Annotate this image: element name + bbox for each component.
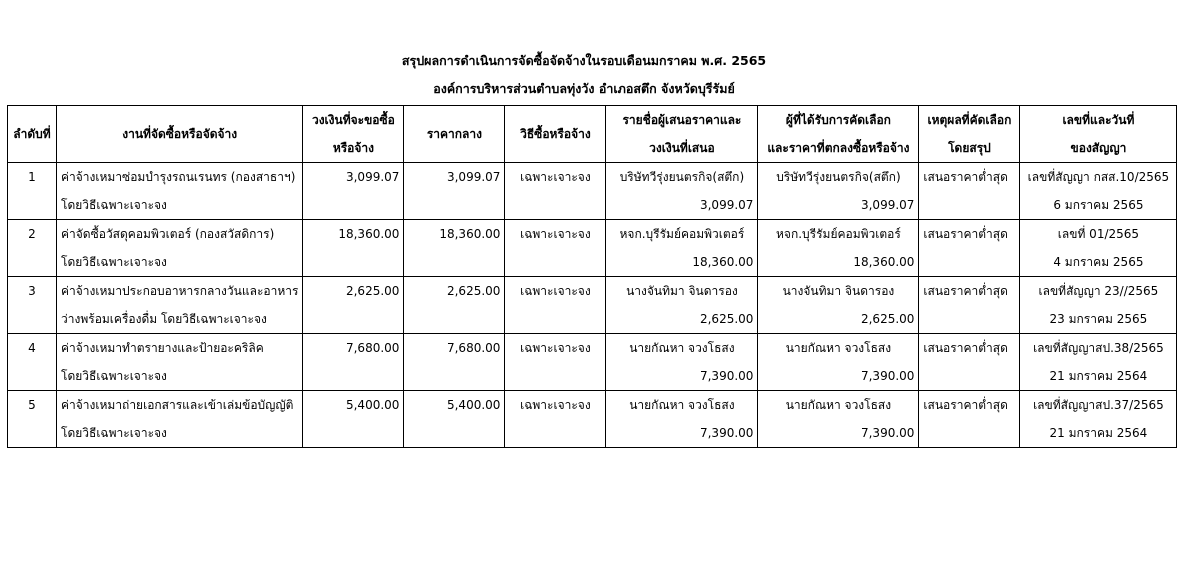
cell-method: เฉพาะเจาะจง (505, 163, 606, 220)
cell-contract: เลขที่ 01/2565 4 มกราคม 2565 (1020, 220, 1177, 277)
cell-median-price: 2,625.00 (404, 277, 505, 334)
header-method: วิธีซื้อหรือจ้าง (505, 106, 606, 163)
cell-median-price: 3,099.07 (404, 163, 505, 220)
cell-method: เฉพาะเจาะจง (505, 220, 606, 277)
cell-reason: เสนอราคาต่ำสุด (919, 163, 1020, 220)
cell-no: 4 (8, 334, 57, 391)
table-row (8, 391, 1177, 448)
cell-work: ค่าจ้างเหมาถ่ายเอกสารและเข้าเล่มข้อบัญญัติ โดยวิธีเฉพาะเจาะจง (57, 391, 303, 448)
document-title: สรุปผลการดำเนินการจัดซื้อจัดจ้างในรอบเดือนมกราคม พ.ศ. 2565 (401, 53, 767, 68)
cell-reason: เสนอราคาต่ำสุด (919, 334, 1020, 391)
header-row (8, 106, 1177, 163)
cell-median-price: 5,400.00 (404, 391, 505, 448)
cell-winner: หจก.บุรีรัมย์คอมพิวเตอร์ 18,360.00 (758, 220, 919, 277)
cell-contract: เลขที่สัญญาสป.38/2565 21 มกราคม 2564 (1020, 334, 1177, 391)
cell-budget: 18,360.00 (303, 220, 404, 277)
cell-bidders: หจก.บุรีรัมย์คอมพิวเตอร์ 18,360.00 (606, 220, 758, 277)
cell-bidders: บริษัทวีรุ่งยนตรกิจ(สตึก) 3,099.07 (606, 163, 758, 220)
cell-work: ค่าจ้างเหมาทำตรายางและป้ายอะคริลิค โดยวิธีเฉพาะเจาะจง (57, 334, 303, 391)
cell-budget: 5,400.00 (303, 391, 404, 448)
cell-median-price: 7,680.00 (404, 334, 505, 391)
cell-no: 3 (8, 277, 57, 334)
cell-contract: เลขที่สัญญาสป.37/2565 21 มกราคม 2564 (1020, 391, 1177, 448)
cell-bidders: นายกัณหา จวงโธสง 7,390.00 (606, 391, 758, 448)
cell-no: 5 (8, 391, 57, 448)
cell-work: ค่าจัดซื้อวัสดุคอมพิวเตอร์ (กองสวัสดิการ) โดยวิธีเฉพาะเจาะจง (57, 220, 303, 277)
cell-winner: บริษัทวีรุ่งยนตรกิจ(สตึก) 3,099.07 (758, 163, 919, 220)
header-median-price: ราคากลาง (404, 106, 505, 163)
header-winner: ผู้ที่ได้รับการคัดเลือก และราคาที่ตกลงซื้อหรือจ้าง (758, 106, 919, 163)
table-row (8, 163, 1177, 220)
cell-budget: 7,680.00 (303, 334, 404, 391)
cell-budget: 3,099.07 (303, 163, 404, 220)
cell-bidders: นางจันทิมา จินดารอง 2,625.00 (606, 277, 758, 334)
cell-reason: เสนอราคาต่ำสุด (919, 277, 1020, 334)
procurement-table (7, 105, 1177, 448)
cell-work: ค่าจ้างเหมาซ่อมบำรุงรถนเรนทร (กองสาธาฯ) โดยวิธีเฉพาะเจาะจง (57, 163, 303, 220)
cell-contract: เลขที่สัญญา 23//2565 23 มกราคม 2565 (1020, 277, 1177, 334)
cell-reason: เสนอราคาต่ำสุด (919, 391, 1020, 448)
header-work: งานที่จัดซื้อหรือจัดจ้าง (57, 106, 303, 163)
header-bidders: รายชื่อผู้เสนอราคาและ วงเงินที่เสนอ (606, 106, 758, 163)
header-budget: วงเงินที่จะขอซื้อ หรือจ้าง (303, 106, 404, 163)
cell-reason: เสนอราคาต่ำสุด (919, 220, 1020, 277)
cell-median-price: 18,360.00 (404, 220, 505, 277)
cell-work: ค่าจ้างเหมาประกอบอาหารกลางวันและอาหาร ว่างพร้อมเครื่องดื่ม โดยวิธีเฉพาะเจาะจง (57, 277, 303, 334)
cell-contract: เลขที่สัญญา กสส.10/2565 6 มกราคม 2565 (1020, 163, 1177, 220)
cell-bidders: นายกัณหา จวงโธสง 7,390.00 (606, 334, 758, 391)
cell-no: 1 (8, 163, 57, 220)
cell-method: เฉพาะเจาะจง (505, 277, 606, 334)
table-row (8, 277, 1177, 334)
cell-no: 2 (8, 220, 57, 277)
cell-winner: นายกัณหา จวงโธสง 7,390.00 (758, 391, 919, 448)
table-row (8, 220, 1177, 277)
cell-winner: นางจันทิมา จินดารอง 2,625.00 (758, 277, 919, 334)
header-contract: เลขที่และวันที่ ของสัญญา (1020, 106, 1177, 163)
cell-budget: 2,625.00 (303, 277, 404, 334)
header-reason: เหตุผลที่คัดเลือก โดยสรุป (919, 106, 1020, 163)
header-no: ลำดับที่ (8, 106, 57, 163)
document-subtitle: องค์การบริหารส่วนตำบลทุ่งวัง อำเภอสตึก จังหวัดบุรีรัมย์ (433, 81, 735, 96)
cell-method: เฉพาะเจาะจง (505, 391, 606, 448)
cell-method: เฉพาะเจาะจง (505, 334, 606, 391)
cell-winner: นายกัณหา จวงโธสง 7,390.00 (758, 334, 919, 391)
table-row (8, 334, 1177, 391)
